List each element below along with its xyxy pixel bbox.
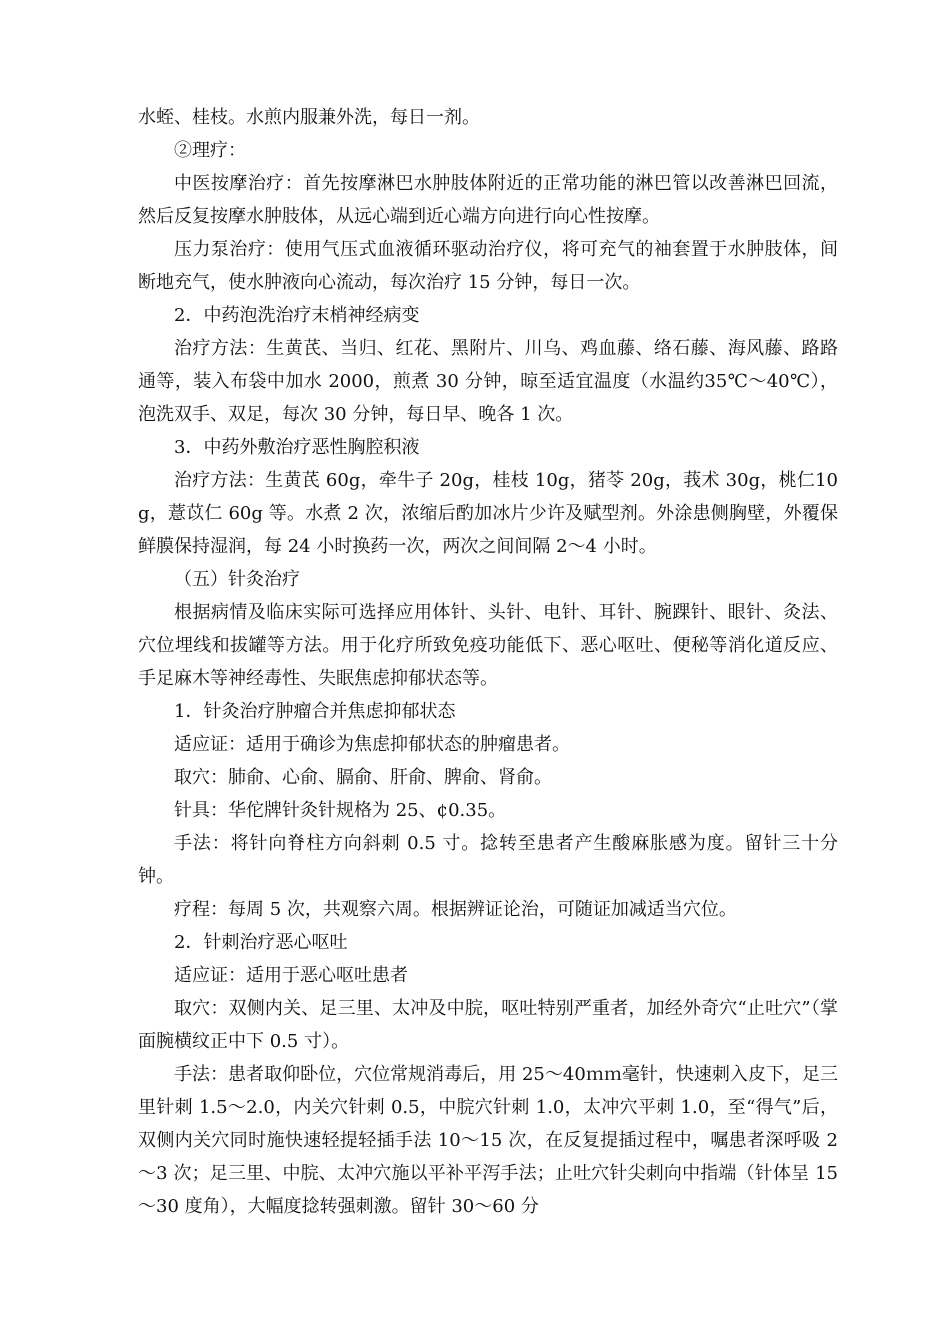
- paragraph-technique-nausea: 手法：患者取仰卧位，穴位常规消毒后，用 25～40ｍｍ毫针，快速刺入皮下，足三里针刺 1.5～2.0，内关穴针刺 0.5，中脘穴针刺 1.0，太冲穴平刺 1.0，至“得气”后，双侧内关穴同时施快速轻提轻插手法 10～15 次，在反复提插过程中，嘱患者深呼吸 2～3 次；足三里、中脘、太冲穴施以平补平泻手法；止吐穴针尖刺向中指端（针体呈 15～30 度角），大幅度捻转强刺激。留针 30～60 分: [138, 1064, 838, 1217]
- paragraph-acupuncture-overview: 根据病情及临床实际可选择应用体针、头针、电针、耳针、腕踝针、眼针、灸法、穴位埋线和拔罐等方法。用于化疗所致免疫功能低下、恶心呕吐、便秘等消化道反应、手足麻木等神经毒性、失眠焦虑抑郁状态等。: [138, 602, 838, 689]
- paragraph-pressure-pump: 压力泵治疗：使用气压式血液循环驱动治疗仪，将可充气的袖套置于水肿肢体，间断地充气，使水肿液向心流动，每次治疗 15 分钟，每日一次。: [138, 239, 838, 293]
- heading-herbal-soak: 2．中药泡洗治疗末梢神经病变: [174, 305, 420, 326]
- paragraph-physiotherapy-label: ②理疗：: [174, 140, 246, 161]
- paragraph-herbal-soak-method: 治疗方法：生黄芪、当归、红花、黑附片、川乌、鸡血藤、络石藤、海风藤、路路通等，装入布袋中加水 2000，煎煮 30 分钟，晾至适宜温度（水温约35℃～40℃），泡洗双手、双足，每次 30 分钟，每日早、晚各 1 次。: [138, 338, 838, 425]
- paragraph-massage-therapy: 中医按摩治疗：首先按摩淋巴水肿肢体附近的正常功能的淋巴管以改善淋巴回流，然后反复按摩水肿肢体，从远心端到近心端方向进行向心性按摩。: [138, 173, 838, 227]
- paragraph-needle-spec: 针具：华佗牌针灸针规格为 25、¢0.35。: [174, 800, 507, 821]
- paragraph-technique-anxiety: 手法：将针向脊柱方向斜刺 0.5 寸。捻转至患者产生酸麻胀感为度。留针三十分钟。: [138, 833, 838, 887]
- section-acupuncture: （五）针灸治疗: [174, 569, 300, 590]
- paragraph-continuation: 水蛭、桂枝。水煎内服兼外洗，每日一剂。: [138, 107, 480, 128]
- heading-herbal-compress: 3．中药外敷治疗恶性胸腔积液: [174, 437, 420, 458]
- paragraph-course-anxiety: 疗程：每周 5 次，共观察六周。根据辨证论治，可随证加减适当穴位。: [174, 899, 737, 920]
- heading-acupuncture-anxiety: 1．针灸治疗肿瘤合并焦虑抑郁状态: [174, 701, 456, 722]
- paragraph-herbal-compress-method: 治疗方法：生黄芪 60g，牵牛子 20g，桂枝 10g，猪苓 20g，莪术 30g，桃仁10g，薏苡仁 60g 等。水煮 2 次，浓缩后酌加冰片少许及赋型剂。外涂患侧胸壁，外覆保鲜膜保持湿润，每 24 小时换药一次，两次之间间隔 2～4 小时。: [138, 470, 838, 557]
- paragraph-indication-nausea: 适应证：适用于恶心呕吐患者: [174, 965, 408, 986]
- paragraph-points-nausea: 取穴：双侧内关、足三里、太冲及中脘，呕吐特别严重者，加经外奇穴“止吐穴”（掌面腕横纹正中下 0.5 寸）。: [138, 998, 838, 1052]
- paragraph-points-anxiety: 取穴：肺俞、心俞、膈俞、肝俞、脾俞、肾俞。: [174, 767, 552, 788]
- heading-acupuncture-nausea: 2．针刺治疗恶心呕吐: [174, 932, 348, 953]
- document-page: [138, 101, 838, 1223]
- paragraph-indication-anxiety: 适应证：适用于确诊为焦虑抑郁状态的肿瘤患者。: [174, 734, 570, 755]
